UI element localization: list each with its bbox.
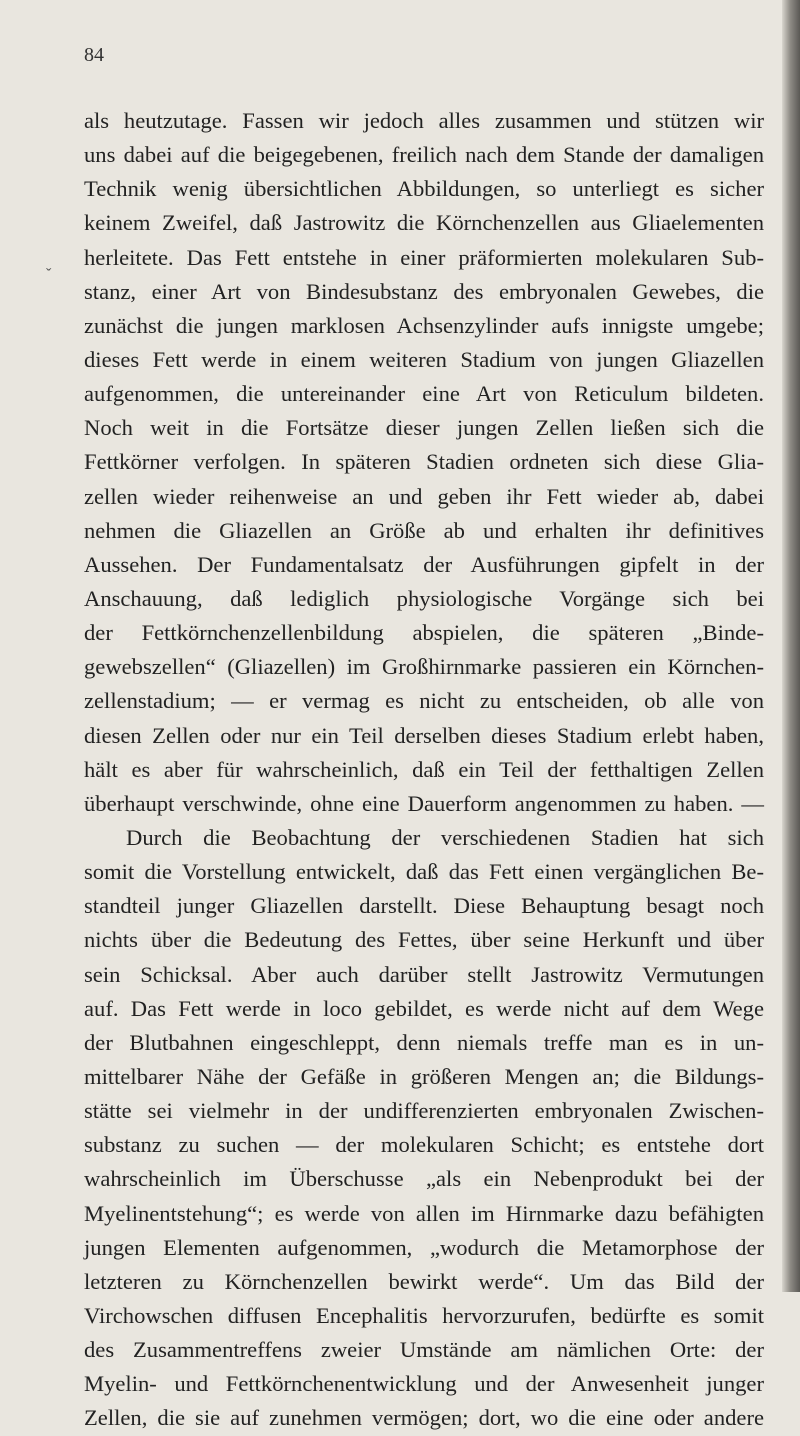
text-line: mittelbarer Nähe der Gefäße in größeren Mengen an; die Bildungs- — [84, 1063, 764, 1089]
body-text — [84, 104, 764, 1435]
margin-mark: ˇ — [46, 266, 52, 283]
text-line: diesen Zellen oder nur ein Teil derselben dieses Stadium erlebt haben, — [84, 722, 764, 748]
text-line: uns dabei auf die beigegebenen, freilich nach dem Stande der damaligen — [84, 142, 764, 168]
text-line: jungen Elementen aufgenommen, „wodurch die Metamorphose der — [84, 1234, 764, 1260]
text-line: Technik wenig übersichtlichen Abbildungen, so unterliegt es sicher — [84, 176, 764, 202]
text-line: auf. Das Fett werde in loco gebildet, es werde nicht auf dem Wege — [84, 995, 764, 1021]
text-line: Durch die Beobachtung der verschiedenen Stadien hat sich — [126, 824, 764, 850]
page-edge — [782, 0, 800, 1292]
text-line: Anschauung, daß lediglich physiologische Vorgänge sich bei — [84, 585, 764, 611]
text-line: als heutzutage. Fassen wir jedoch alles zusammen und stützen wir — [84, 108, 764, 133]
text-line: keinem Zweifel, daß Jastrowitz die Körnchenzellen aus Gliaelementen — [84, 210, 764, 236]
text-line: somit die Vorstellung entwickelt, daß das Fett einen vergänglichen Be- — [84, 859, 764, 885]
text-line: der Fettkörnchenzellenbildung abspielen, die späteren „Binde- — [84, 620, 764, 646]
text-line: zunächst die jungen marklosen Achsenzylinder aufs innigste umgebe; — [84, 312, 764, 338]
text-line: zellenstadium; — er vermag es nicht zu entscheiden, ob alle von — [84, 688, 764, 714]
text-line: gewebszellen“ (Gliazellen) im Großhirnmarke passieren ein Körnchen- — [84, 654, 764, 680]
text-line: wahrscheinlich im Überschusse „als ein Nebenprodukt bei der — [84, 1166, 764, 1192]
text-line: des Zusammentreffens zweier Umstände am nämlichen Orte: der — [84, 1337, 764, 1363]
text-line: Fettkörner verfolgen. In späteren Stadien ordneten sich diese Glia- — [84, 449, 764, 475]
text-line: hält es aber für wahrscheinlich, daß ein Teil der fetthaltigen Zellen — [84, 756, 764, 782]
text-line: letzteren zu Körnchenzellen bewirkt werde“. Um das Bild der — [84, 1268, 764, 1294]
text-line: sein Schicksal. Aber auch darüber stellt Jastrowitz Vermutungen — [84, 961, 764, 987]
text-line: standteil junger Gliazellen darstellt. Diese Behauptung besagt noch — [84, 893, 764, 919]
text-line: dieses Fett werde in einem weiteren Stadium von jungen Gliazellen — [84, 346, 764, 372]
text-line: zellen wieder reihenweise an und geben ihr Fett wieder ab, dabei — [84, 483, 764, 509]
text-line: Virchowschen diffusen Encephalitis hervorzurufen, bedürfte es somit — [84, 1302, 764, 1328]
page-number: 84 — [84, 44, 104, 66]
text-line: Myelinentstehung“; es werde von allen im Hirnmarke dazu befähigten — [84, 1200, 764, 1226]
text-line: Noch weit in die Fortsätze dieser jungen Zellen ließen sich die — [84, 415, 764, 441]
text-line: stanz, einer Art von Bindesubstanz des embryonalen Gewebes, die — [84, 278, 764, 304]
text-line: stätte sei vielmehr in der undifferenzierten embryonalen Zwischen- — [84, 1098, 764, 1124]
text-line: Myelin- und Fettkörnchenentwicklung und der Anwesenheit junger — [84, 1371, 764, 1397]
text-line: nehmen die Gliazellen an Größe ab und erhalten ihr definitives — [84, 517, 764, 543]
text-line: überhaupt verschwinde, ohne eine Dauerform angenommen zu haben. — — [84, 790, 764, 816]
text-line: nichts über die Bedeutung des Fettes, über seine Herkunft und über — [84, 927, 764, 953]
text-line: Zellen, die sie auf zunehmen vermögen; dort, wo die eine oder andere — [84, 1405, 764, 1431]
text-line: aufgenommen, die untereinander eine Art von Reticulum bildeten. — [84, 381, 764, 407]
text-line: der Blutbahnen eingeschleppt, denn niemals treffe man es in un- — [84, 1029, 764, 1055]
text-line: Aussehen. Der Fundamentalsatz der Ausführungen gipfelt in der — [84, 551, 764, 577]
text-line: substanz zu suchen — der molekularen Schicht; es entstehe dort — [84, 1132, 764, 1158]
text-line: herleitete. Das Fett entstehe in einer präformierten molekularen Sub- — [84, 244, 764, 270]
